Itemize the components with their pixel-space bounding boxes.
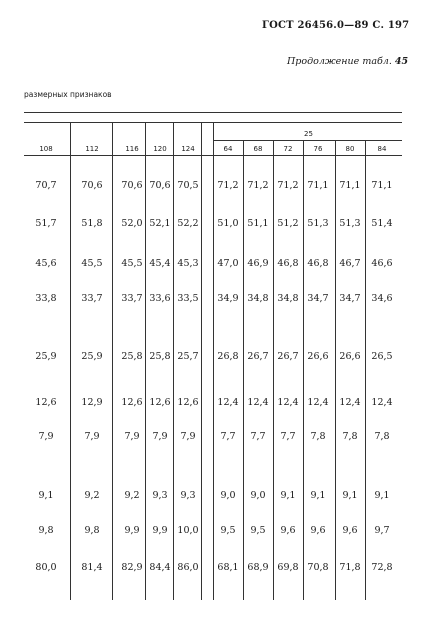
document-reference: ГОСТ 26456.0—89 С. 197: [262, 20, 410, 31]
table-cell: 34,6: [371, 293, 393, 304]
table-cell: 51,3: [339, 218, 361, 229]
table-cell: 12,4: [339, 397, 361, 408]
table-cell: 7,9: [38, 431, 54, 442]
table-cell: 70,5: [177, 180, 199, 191]
table-cell: 9,1: [280, 490, 296, 501]
table-cell: 71,8: [339, 562, 361, 573]
table-cell: 9,2: [124, 490, 140, 501]
table-cell: 12,6: [149, 397, 171, 408]
table-cell: 25,7: [177, 351, 199, 362]
table-cell: 26,7: [247, 351, 269, 362]
table-cell: 9,3: [180, 490, 196, 501]
table-cell: 45,5: [121, 258, 143, 269]
table-cell: 71,1: [371, 180, 393, 191]
table-cell: 51,4: [371, 218, 393, 229]
table-cell: 9,0: [220, 490, 236, 501]
column-header: 84: [377, 145, 387, 153]
rule-group: [213, 140, 402, 141]
column-header: 76: [313, 145, 323, 153]
table-cell: 26,6: [339, 351, 361, 362]
table-cell: 33,5: [177, 293, 199, 304]
table-cell: 26,5: [371, 351, 393, 362]
table-cell: 45,6: [35, 258, 57, 269]
table-cell: 9,5: [220, 525, 236, 536]
table-cell: 34,7: [307, 293, 329, 304]
table-cell: 25,8: [121, 351, 143, 362]
table-cell: 70,6: [121, 180, 143, 191]
column-header: 108: [39, 145, 53, 153]
table-cell: 9,9: [152, 525, 168, 536]
table-cell: 25,8: [149, 351, 171, 362]
rule-top: [24, 112, 402, 113]
table-cell: 9,6: [280, 525, 296, 536]
table-cell: 71,2: [247, 180, 269, 191]
column-header: 64: [223, 145, 233, 153]
table-cell: 9,0: [250, 490, 266, 501]
table-cell: 34,8: [277, 293, 299, 304]
table-cell: 51,2: [277, 218, 299, 229]
table-cell: 7,9: [124, 431, 140, 442]
table-cell: 33,6: [149, 293, 171, 304]
table-caption: размерных признаков: [24, 90, 112, 99]
table-cell: 9,1: [38, 490, 54, 501]
table-cell: 72,8: [371, 562, 393, 573]
table-cell: 7,9: [180, 431, 196, 442]
table-cell: 68,1: [217, 562, 239, 573]
table-cell: 86,0: [177, 562, 199, 573]
table-cell: 46,7: [339, 258, 361, 269]
table-cell: 9,1: [310, 490, 326, 501]
table-cell: 12,4: [371, 397, 393, 408]
table-cell: 7,7: [280, 431, 296, 442]
table-cell: 9,9: [124, 525, 140, 536]
column-header: 116: [125, 145, 139, 153]
table-cell: 70,7: [35, 180, 57, 191]
table-cell: 12,9: [81, 397, 103, 408]
table-cell: 71,1: [307, 180, 329, 191]
table-cell: 9,8: [38, 525, 54, 536]
table-cell: 12,6: [121, 397, 143, 408]
table-cell: 7,9: [84, 431, 100, 442]
table-continuation-label: [287, 56, 408, 67]
table-cell: 12,4: [307, 397, 329, 408]
table-cell: 33,8: [35, 293, 57, 304]
table-cell: 9,6: [310, 525, 326, 536]
column-header: 124: [181, 145, 195, 153]
table-cell: 9,8: [84, 525, 100, 536]
table-cell: 71,1: [339, 180, 361, 191]
column-separator: [70, 122, 71, 600]
table-cell: 9,5: [250, 525, 266, 536]
table-cell: 52,0: [121, 218, 143, 229]
table-cell: 45,3: [177, 258, 199, 269]
table-cell: 46,9: [247, 258, 269, 269]
table-cell: 45,4: [149, 258, 171, 269]
table-cell: 51,8: [81, 218, 103, 229]
table-cell: 9,2: [84, 490, 100, 501]
continuation-text: Продолжение табл.: [287, 56, 392, 67]
table-cell: 9,1: [342, 490, 358, 501]
table-cell: 69,8: [277, 562, 299, 573]
column-header: 120: [153, 145, 167, 153]
table-cell: 52,1: [149, 218, 171, 229]
column-header: 112: [85, 145, 99, 153]
table-cell: 26,7: [277, 351, 299, 362]
group-header-25: 25: [304, 130, 313, 138]
table-cell: 34,7: [339, 293, 361, 304]
table-cell: 51,3: [307, 218, 329, 229]
table-cell: 10,0: [177, 525, 199, 536]
table-cell: 7,9: [152, 431, 168, 442]
table-cell: 71,2: [217, 180, 239, 191]
table-cell: 46,6: [371, 258, 393, 269]
column-header: 80: [345, 145, 355, 153]
table-cell: 68,9: [247, 562, 269, 573]
table-cell: 9,3: [152, 490, 168, 501]
table-cell: 34,8: [247, 293, 269, 304]
table-cell: 12,4: [277, 397, 299, 408]
table-cell: 51,7: [35, 218, 57, 229]
table-cell: 12,6: [177, 397, 199, 408]
table-cell: 7,8: [310, 431, 326, 442]
table-cell: 51,0: [217, 218, 239, 229]
table-cell: 33,7: [81, 293, 103, 304]
table-cell: 26,6: [307, 351, 329, 362]
table-cell: 70,6: [149, 180, 171, 191]
table-cell: 12,4: [217, 397, 239, 408]
table-number: 45: [394, 56, 409, 67]
table-cell: 71,2: [277, 180, 299, 191]
table-cell: 7,8: [374, 431, 390, 442]
table-cell: 9,1: [374, 490, 390, 501]
table-cell: 82,9: [121, 562, 143, 573]
table-cell: 12,4: [247, 397, 269, 408]
table-cell: 46,8: [277, 258, 299, 269]
table-cell: 25,9: [81, 351, 103, 362]
table-cell: 81,4: [81, 562, 103, 573]
table-cell: 12,6: [35, 397, 57, 408]
table-cell: 46,8: [307, 258, 329, 269]
table-cell: 45,5: [81, 258, 103, 269]
table-cell: 47,0: [217, 258, 239, 269]
table-cell: 84,4: [149, 562, 171, 573]
table-cell: 7,8: [342, 431, 358, 442]
table-cell: 9,7: [374, 525, 390, 536]
table-cell: 51,1: [247, 218, 269, 229]
table-cell: 70,6: [81, 180, 103, 191]
table-cell: 80,0: [35, 562, 57, 573]
column-header: 72: [283, 145, 293, 153]
table-cell: 7,7: [220, 431, 236, 442]
table-cell: 52,2: [177, 218, 199, 229]
table-cell: 7,7: [250, 431, 266, 442]
table-cell: 33,7: [121, 293, 143, 304]
table-cell: 25,9: [35, 351, 57, 362]
table-cell: 9,6: [342, 525, 358, 536]
table-cell: 70,8: [307, 562, 329, 573]
table-cell: 26,8: [217, 351, 239, 362]
column-header: 68: [253, 145, 263, 153]
table-cell: 34,9: [217, 293, 239, 304]
